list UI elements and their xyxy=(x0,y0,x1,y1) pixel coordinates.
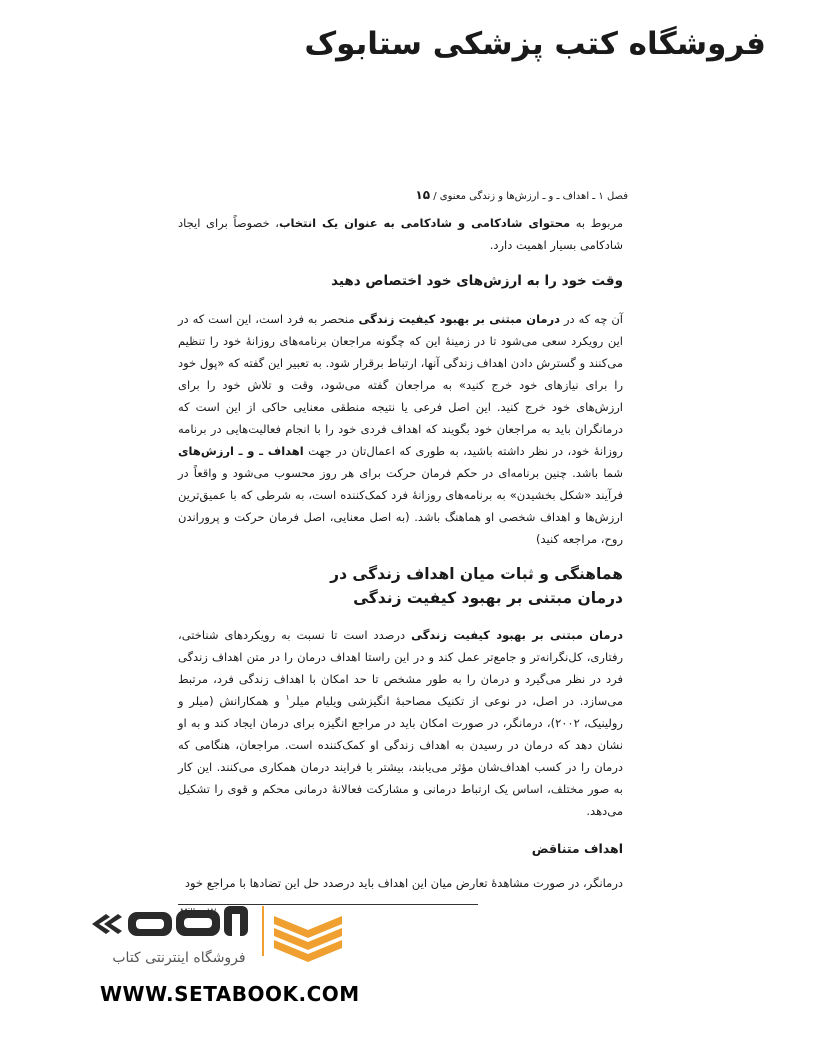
section-heading-harmony-line2: درمان مبتنی بر بهبود کیفیت زندگی xyxy=(353,589,623,607)
chevron-left-icon xyxy=(92,914,122,934)
book-icon xyxy=(274,916,342,962)
values-paragraph xyxy=(178,308,623,550)
page-body xyxy=(178,212,623,894)
harmony-text-a: درصدد است تا نسبت به رویکردهای شناختی، رفتاری، کل‌نگرانه‌تر و جامع‌تر عمل کند و در این راستا اهداف درمان را در متن اهداف زندگی فرد در نظر می‌گیرد و درمان را به طور مشخص تا حد امکان با اهداف زندگی فرد، مرتبط می‌سازد. در اصل، در نوعی از تکنیک مصاحبهٔ انگیزشی ویلیام میلر xyxy=(178,628,623,708)
setabook-logo xyxy=(86,902,356,982)
harmony-bold-phrase: درمان مبتنی بر بهبود کیفیت زندگی xyxy=(411,628,623,642)
intro-text-b: ، خصوصاً برای ایجاد شادکامی بسیار xyxy=(178,216,623,252)
values-bold-phrase: درمان مبتنی بر بهبود کیفیت زندگی xyxy=(358,312,561,326)
store-title: فروشگاه کتب پزشکی ستابوک xyxy=(304,26,766,62)
harmony-text-b: و همکارانش (میلر و رولینیک، ۲۰۰۲)، درمانگر، در صورت امکان باید در مراجع انگیزه برای درمان ایجاد کند و به او نشان دهد که درمان در رسیدن به اهداف زندگی او کمک‌کننده است. مراجعان، هنگامی که درمان را در کسب اهداف‌شان مؤثر می‌یابند، بیشتر با فرایند درمان همکاری می‌کنند. این کار به صور مختلف، اساس یک ارتباط درمانی و مشارکت فعالانهٔ درمانی محکم و قوی را تشکیل می‌دهد. xyxy=(178,694,623,818)
watermark-url[interactable]: WWW.SETABOOK.COM xyxy=(100,982,360,1006)
running-head xyxy=(415,188,628,202)
intro-text-a: مربوط به xyxy=(570,216,623,230)
section-heading-harmony-line1: هماهنگی و ثبات میان اهداف زندگی در xyxy=(330,565,623,583)
watermark-subtitle: فروشگاه اینترنتی کتاب xyxy=(112,950,246,966)
conflicting-goals-paragraph: درمانگر، در صورت مشاهدهٔ تعارض میان این اهداف باید درصدد حل این تضادها با مراجع خود xyxy=(184,876,623,890)
intro-text-c: اهمیت دارد. xyxy=(489,238,547,252)
footnote-marker: ۱ xyxy=(285,693,290,703)
logo-divider xyxy=(262,906,264,956)
running-head-separator: / xyxy=(433,191,437,202)
values-text-a: آن چه که در xyxy=(560,312,623,326)
intro-bold-phrase: محتوای شادکامی و شادکامی به عنوان یک انتخاب xyxy=(278,216,571,230)
values-bold-phrase-2: اهداف ـ و ـ ارزش‌های xyxy=(178,444,304,458)
section-heading-values: وقت خود را به ارزش‌های خود اختصاص دهید xyxy=(331,273,623,289)
setabook-wordmark xyxy=(128,906,248,936)
page-number: ۱۵ xyxy=(415,188,431,202)
intro-paragraph xyxy=(178,212,623,256)
section-heading-harmony xyxy=(178,562,623,610)
values-text-b: منحصر به فرد است، این است که در این رویکرد سعی می‌شود تا در زمینهٔ این که چگونه مراجعان برنامه‌های روزانهٔ خود را تنظیم می‌کنند و گسترش دادن اهداف زندگی آنها، ارتباط برقرار شود. به تعبیر این گفته که «پول خود را برای نیازهای خود خرج کنید» به مراجعان گفته می‌شود، وقت و تلاش خود را برای ارزش‌های خود خرج کنید. این اصل فرعی یا نتیجه منطقی معنایی حاکی از این است که درمانگران باید به مراجعان خود بگویند که اهداف فردی خود را با انجام فعالیت‌هایی در برنامه روزانهٔ خود، در نظر داشته باشید، به طوری که اعمال‌تان در جهت xyxy=(178,312,623,458)
values-text-c: شما باشد. چنین برنامه‌ای در حکم فرمان حرکت برای هر روز محسوب می‌شود و واقعاً در فرآیند «شکل بخشیدن» به برنامه‌های روزانهٔ فرد کمک‌کننده است، به شرطی که با عمیق‌ترین ارزش‌ها و اهداف شخصی او هماهنگ باشد. (به اصل معنایی، اصل فرمان حرکت و پروراندن روح، مراجعه کنید) xyxy=(178,466,623,546)
section-heading-conflicting-goals: اهداف متناقض xyxy=(531,841,623,856)
chapter-title: فصل ۱ ـ اهداف ـ و ـ ارزش‌ها و زندگی معنوی xyxy=(439,191,628,202)
harmony-paragraph xyxy=(178,624,623,822)
